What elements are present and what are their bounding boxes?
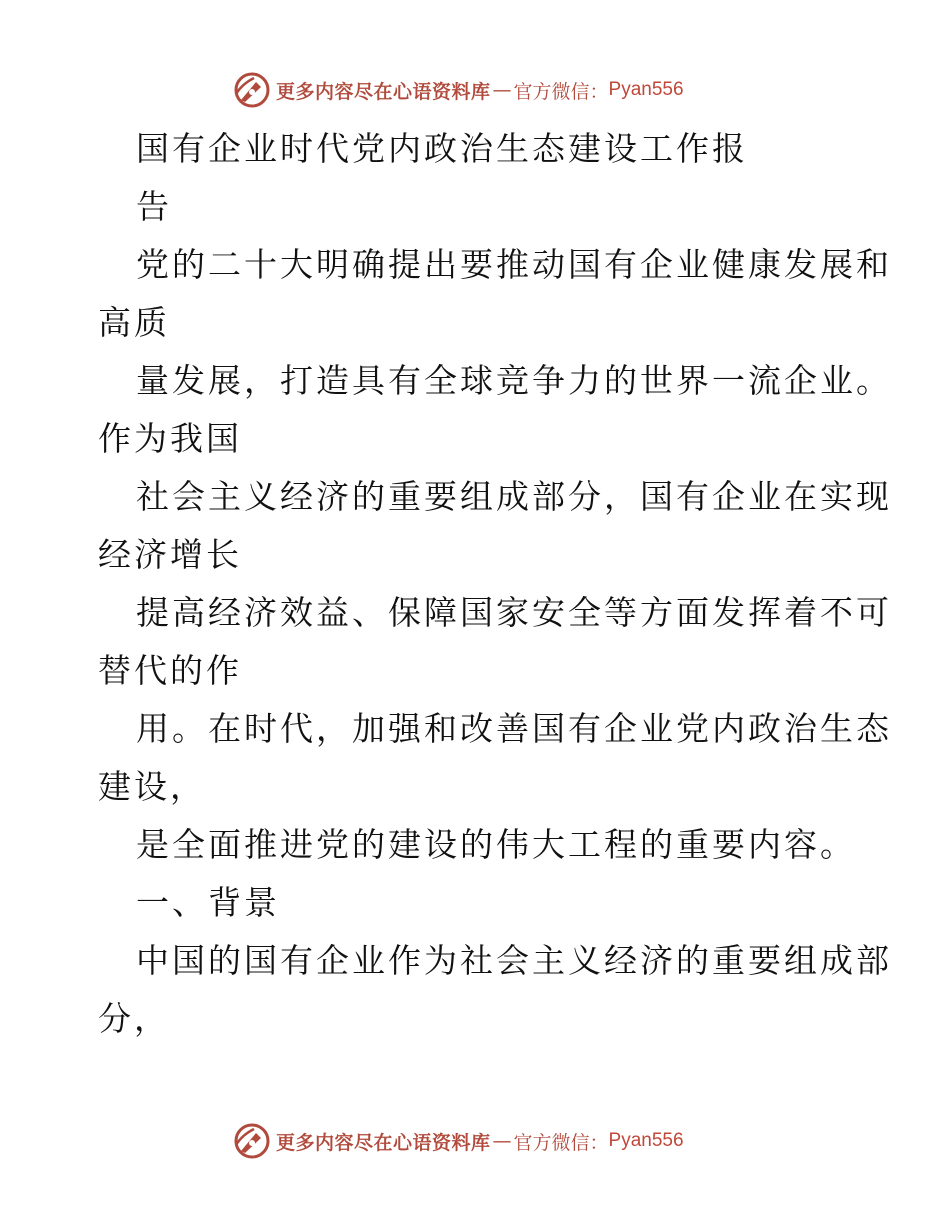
paragraph-line: 党的二十大明确提出要推动国有企业健康发展和 bbox=[136, 245, 892, 284]
document-title-line-2: 告 bbox=[136, 187, 172, 226]
pen-nib-circle-icon bbox=[232, 70, 272, 110]
pen-nib-circle-icon bbox=[232, 1121, 272, 1161]
document-body bbox=[98, 120, 892, 1048]
paragraph-line: 提高经济效益、保障国家安全等方面发挥着不可 bbox=[136, 593, 892, 632]
paragraph-line: 建设， bbox=[98, 767, 206, 806]
section-heading: 一、背景 bbox=[136, 883, 280, 922]
paragraph-line: 作为我国 bbox=[98, 419, 242, 458]
paragraph-line: 中国的国有企业作为社会主义经济的重要组成部 bbox=[136, 941, 892, 980]
header-wechat-account: Pyan556 bbox=[608, 79, 684, 100]
footer-dash: — bbox=[492, 1130, 512, 1152]
paragraph-line: 高质 bbox=[98, 303, 170, 342]
paragraph-line: 是全面推进党的建设的伟大工程的重要内容。 bbox=[136, 825, 856, 864]
document-title-line-1: 国有企业时代党内政治生态建设工作报 bbox=[136, 129, 748, 168]
footer-promo-text: 更多内容尽在心语资料库 bbox=[276, 1131, 491, 1154]
paragraph-line: 社会主义经济的重要组成部分，国有企业在实现 bbox=[136, 477, 892, 516]
paragraph-line: 用。在时代，加强和改善国有企业党内政治生态 bbox=[136, 709, 892, 748]
paragraph-line: 替代的作 bbox=[98, 651, 242, 690]
header-banner bbox=[232, 70, 684, 110]
paragraph-line: 分， bbox=[98, 999, 170, 1038]
footer-wechat-label: 官方微信： bbox=[513, 1131, 609, 1154]
paragraph-line: 量发展，打造具有全球竞争力的世界一流企业。 bbox=[136, 361, 892, 400]
footer-wechat-account: Pyan556 bbox=[608, 1130, 684, 1151]
header-dash: — bbox=[492, 79, 512, 101]
paragraph-line: 经济增长 bbox=[98, 535, 242, 574]
footer-banner bbox=[232, 1121, 684, 1161]
header-promo-text: 更多内容尽在心语资料库 bbox=[276, 80, 491, 103]
header-wechat-label: 官方微信： bbox=[513, 80, 609, 103]
